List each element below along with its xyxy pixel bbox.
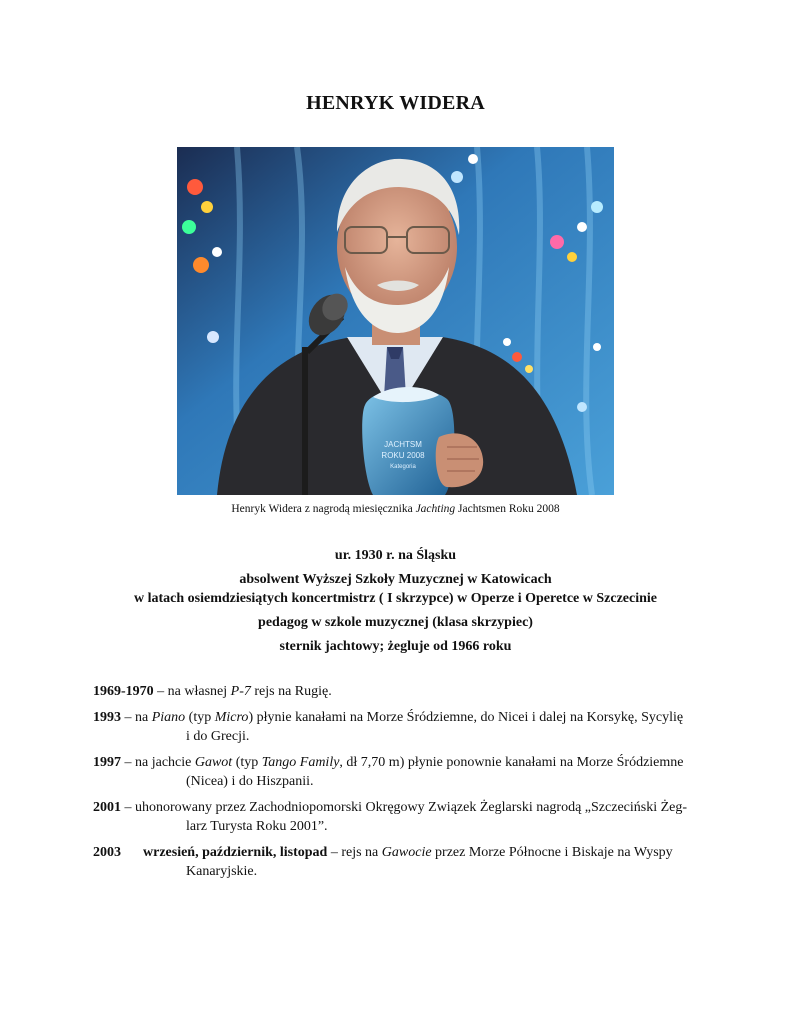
timeline-year: 1969-1970	[93, 684, 154, 699]
timeline-year: 2003	[93, 845, 121, 860]
timeline-text: (typ	[185, 710, 215, 725]
timeline-entry-1997	[93, 753, 699, 791]
timeline-entry-2003	[93, 843, 699, 881]
caption-text-end: Jachtsmen Roku 2008	[455, 503, 560, 515]
timeline-text: ) płynie kanałami na Morze Śródziemne, do Nicei i dalej na Korsykę, Sycylię	[248, 710, 684, 725]
timeline-text: – rejs na	[327, 845, 382, 860]
page-title: HENRYK WIDERA	[306, 92, 485, 114]
timeline-continuation: (Nicea) i do Hiszpanii.	[186, 774, 314, 789]
photo-caption	[0, 503, 791, 515]
fact-teacher: pedagog w szkole muzycznej (klasa skrzypiec)	[258, 615, 533, 630]
timeline-text: – na własnej	[153, 684, 231, 699]
timeline-text: – uhonorowany przez Zachodniopomorski Okręgowy Związek Żeglarski nagrodą „Szczeciński Żeg-	[121, 800, 688, 815]
biography-facts	[0, 546, 791, 656]
trophy-text-2: ROKU 2008	[381, 451, 425, 460]
timeline-text: rejs na Rugię.	[250, 684, 332, 699]
fact-sailing: sternik jachtowy; żegluje od 1966 roku	[279, 639, 512, 654]
portrait-illustration	[177, 147, 614, 495]
portrait-photo	[177, 147, 614, 495]
timeline-year: 1997	[93, 755, 121, 770]
timeline-continuation: i do Grecji.	[186, 729, 250, 744]
caption-magazine-name: Jachting	[415, 503, 456, 515]
yacht-type: Tango Family	[261, 755, 340, 770]
caption-text: Henryk Widera z nagrodą miesięcznika	[231, 503, 416, 515]
yacht-type: Micro	[214, 710, 249, 725]
timeline-continuation: larz Turysta Roku 2001”.	[186, 819, 328, 834]
timeline-entry-1969	[93, 682, 699, 701]
timeline-text: , dł 7,70 m) płynie ponownie kanałami na Morze Śródziemne	[339, 755, 684, 770]
trophy-text-1: JACHTSM	[384, 440, 422, 449]
timeline-entry-2001	[93, 798, 699, 836]
trophy-text-3: Kategoria	[390, 464, 416, 470]
timeline-text: – na	[121, 710, 152, 725]
yacht-name: Gawocie	[381, 845, 432, 860]
timeline-year: 1993	[93, 710, 121, 725]
timeline-text: (typ	[232, 755, 262, 770]
fact-birth: ur. 1930 r. na Śląsku	[334, 548, 457, 563]
yacht-name: P-7	[230, 684, 251, 699]
timeline-entry-1993	[93, 708, 699, 746]
timeline-text: – na jachcie	[121, 755, 195, 770]
yacht-name: Gawot	[194, 755, 233, 770]
timeline-months: wrzesień, październik, listopad	[143, 845, 328, 860]
timeline-continuation: Kanaryjskie.	[186, 864, 258, 879]
sailing-timeline	[93, 682, 699, 888]
fact-concertmaster: w latach osiemdziesiątych koncertmistrz ( I skrzypce) w Operze i Operetce w Szczecinie	[133, 591, 658, 606]
timeline-year: 2001	[93, 800, 121, 815]
yacht-name: Piano	[151, 710, 186, 725]
fact-education: absolwent Wyższej Szkoły Muzycznej w Katowicach	[239, 572, 552, 587]
timeline-text: przez Morze Północne i Biskaje na Wyspy	[431, 845, 673, 860]
